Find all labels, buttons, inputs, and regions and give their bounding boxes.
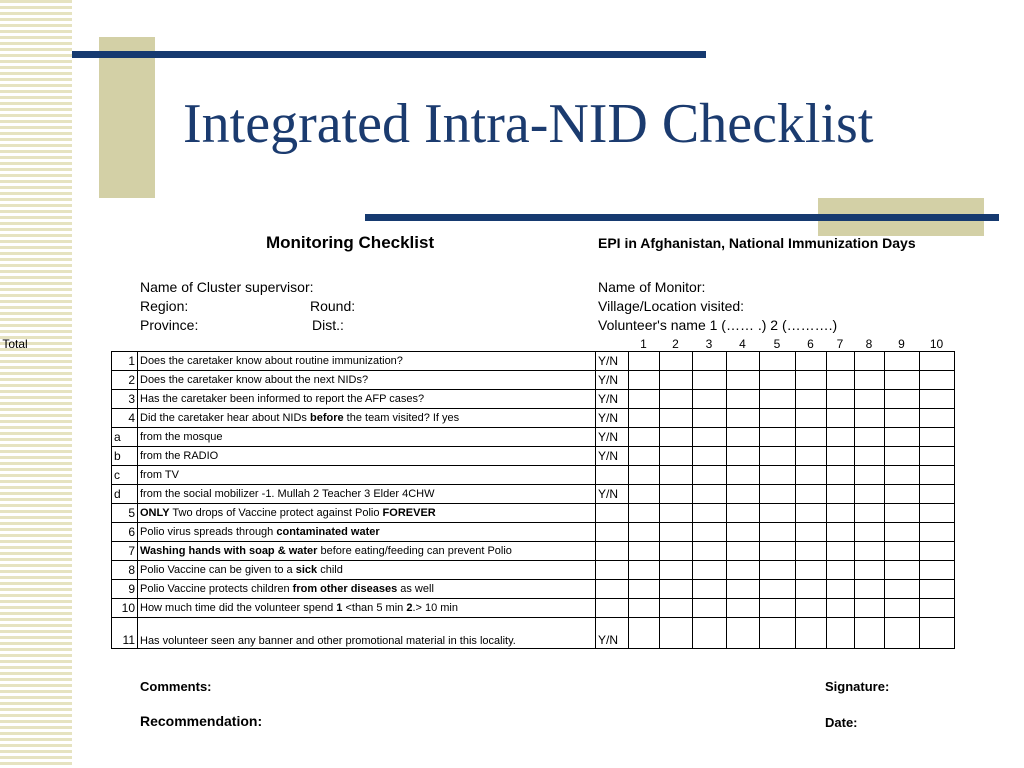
column-header: Total [2,337,28,351]
comments-label: Comments: [140,679,212,694]
yes-no-cell [596,504,629,523]
answer-cell[interactable] [855,523,885,542]
answer-cell[interactable] [660,390,693,409]
yes-no-cell: Y/N [596,371,629,390]
answer-cell[interactable] [760,542,796,561]
yes-no-cell: Y/N [596,447,629,466]
answer-cell[interactable] [760,523,796,542]
signature-label: Signature: [825,679,890,694]
answer-cell[interactable] [885,542,920,561]
table-row [112,504,955,523]
answer-cell[interactable] [760,428,796,447]
answer-cell[interactable] [920,371,955,390]
answer-cell[interactable] [727,352,760,371]
answer-cell[interactable] [660,561,693,580]
answer-cell[interactable] [693,390,727,409]
tan-block-top [99,37,155,198]
answer-cell[interactable] [885,409,920,428]
answer-cell[interactable] [885,371,920,390]
question-text-part: from TV [140,469,179,481]
row-letter: c [112,466,138,485]
answer-cell[interactable] [827,485,855,504]
table-row [112,542,955,561]
answer-cell[interactable] [827,523,855,542]
answer-cell[interactable] [855,428,885,447]
answer-cell[interactable] [920,618,955,649]
answer-cell[interactable] [885,504,920,523]
question-text [138,561,596,580]
row-number: 11 [112,618,138,649]
table-row [112,371,955,390]
answer-cell[interactable] [760,447,796,466]
answer-cell[interactable] [629,466,660,485]
yes-no-cell [596,599,629,618]
question-text-part: Has the caretaker been informed to report the AFP cases? [140,393,425,405]
question-text-part: contaminated water [276,526,380,538]
answer-cell[interactable] [796,352,827,371]
question-text-part: Does the caretaker know about the next NIDs? [140,374,369,386]
column-header: 1 [640,337,647,351]
navy-bar-top [72,51,706,58]
yes-no-cell: Y/N [596,428,629,447]
answer-cell[interactable] [827,466,855,485]
answer-cell[interactable] [855,466,885,485]
answer-cell[interactable] [693,428,727,447]
question-text-part: from the mosque [140,431,223,443]
cluster-supervisor-label: Name of Cluster supervisor: [140,279,314,295]
answer-cell[interactable] [629,390,660,409]
answer-cell[interactable] [885,466,920,485]
question-text-part: before eating/feeding can prevent Polio [317,545,512,557]
answer-cell[interactable] [727,542,760,561]
answer-cell[interactable] [629,561,660,580]
answer-cell[interactable] [727,504,760,523]
answer-cell[interactable] [827,504,855,523]
answer-cell[interactable] [629,409,660,428]
answer-cell[interactable] [693,618,727,649]
left-stripe-decoration [0,0,72,768]
answer-cell[interactable] [855,580,885,599]
question-text [138,580,596,599]
table-row [112,618,955,649]
round-label: Round: [310,298,356,314]
question-text-part: FOREVER [382,507,436,519]
answer-cell[interactable] [920,523,955,542]
answer-cell[interactable] [827,390,855,409]
table-row [112,561,955,580]
monitoring-checklist-heading: Monitoring Checklist [266,233,435,252]
answer-cell[interactable] [660,352,693,371]
answer-cell[interactable] [693,466,727,485]
question-text [138,504,596,523]
navy-bar-mid [365,214,999,221]
answer-cell[interactable] [920,504,955,523]
recommendation-label: Recommendation: [140,713,263,729]
answer-cell[interactable] [660,599,693,618]
answer-cell[interactable] [660,466,693,485]
column-header: 4 [739,337,746,351]
answer-cell[interactable] [885,428,920,447]
row-letter: b [112,447,138,466]
table-row [112,599,955,618]
table-row [112,523,955,542]
answer-cell[interactable] [920,352,955,371]
checklist-table [111,351,955,649]
answer-cell[interactable] [727,561,760,580]
region-label: Region: [140,298,189,314]
question-text [138,523,596,542]
answer-cell[interactable] [855,561,885,580]
answer-cell[interactable] [827,371,855,390]
dist-label: Dist.: [312,317,344,333]
answer-cell[interactable] [796,561,827,580]
yes-no-cell: Y/N [596,409,629,428]
answer-cell[interactable] [855,390,885,409]
answer-cell[interactable] [827,561,855,580]
yes-no-cell [596,561,629,580]
village-label: Village/Location visited: [598,298,745,314]
answer-cell[interactable] [885,390,920,409]
answer-cell[interactable] [920,409,955,428]
epi-heading: EPI in Afghanistan, National Immunization Days [598,235,916,251]
answer-cell[interactable] [796,371,827,390]
question-text-part: from the social mobilizer -1. Mullah 2 Teacher 3 Elder 4CHW [140,488,435,500]
row-number: 4 [112,409,138,428]
answer-cell[interactable] [827,542,855,561]
answer-cell[interactable] [760,409,796,428]
answer-cell[interactable] [693,447,727,466]
answer-cell[interactable] [727,466,760,485]
question-text-part: Polio Vaccine protects children [140,583,293,595]
answer-cell[interactable] [760,371,796,390]
answer-cell[interactable] [885,618,920,649]
answer-cell[interactable] [660,485,693,504]
column-header: 9 [898,337,905,351]
answer-cell[interactable] [727,599,760,618]
answer-cell[interactable] [727,523,760,542]
column-header: 5 [773,337,781,351]
question-text-part: from other diseases [292,583,398,595]
answer-cell[interactable] [727,428,760,447]
answer-cell[interactable] [727,580,760,599]
row-number: 9 [112,580,138,599]
answer-cell[interactable] [727,447,760,466]
answer-cell[interactable] [920,580,955,599]
answer-cell[interactable] [629,371,660,390]
question-text-part: Polio virus spreads through [140,526,277,538]
question-text-part: from the RADIO [140,450,219,462]
answer-cell[interactable] [660,409,693,428]
answer-cell[interactable] [796,504,827,523]
yes-no-cell: Y/N [596,390,629,409]
question-text-part: Did the caretaker hear about NIDs [140,412,310,424]
table-row [112,352,955,371]
answer-cell[interactable] [827,618,855,649]
answer-cell[interactable] [727,618,760,649]
question-text-part: child [317,564,343,576]
question-text-part: as well [397,583,434,595]
answer-cell[interactable] [660,428,693,447]
answer-cell[interactable] [727,390,760,409]
volunteer-label: Volunteer's name 1 (…… .) 2 (……….) [598,317,838,333]
table-row [112,390,955,409]
answer-cell[interactable] [629,580,660,599]
answer-cell[interactable] [629,428,660,447]
question-text-part: .> 10 min [412,602,458,614]
answer-cell[interactable] [760,599,796,618]
answer-cell[interactable] [760,580,796,599]
answer-cell[interactable] [885,447,920,466]
question-text-part: Polio Vaccine can be given to a [140,564,296,576]
answer-cell[interactable] [920,542,955,561]
question-text [138,542,596,561]
question-text [138,599,596,618]
question-text-part: the team visited? If yes [343,412,460,424]
column-header: 8 [865,337,873,351]
column-header: 10 [929,337,944,351]
answer-cell[interactable] [855,409,885,428]
answer-cell[interactable] [727,371,760,390]
answer-cell[interactable] [796,428,827,447]
yes-no-cell [596,523,629,542]
answer-cell[interactable] [855,504,885,523]
answer-cell[interactable] [827,599,855,618]
answer-cell[interactable] [920,390,955,409]
column-header: 2 [672,337,679,351]
question-text-part: How much time did the volunteer spend [140,602,337,614]
answer-cell[interactable] [660,523,693,542]
monitor-label: Name of Monitor: [598,279,706,295]
column-header: 3 [705,337,713,351]
answer-cell[interactable] [660,580,693,599]
answer-cell[interactable] [629,485,660,504]
answer-cell[interactable] [760,504,796,523]
row-number: 10 [112,599,138,618]
answer-cell[interactable] [855,371,885,390]
answer-cell[interactable] [760,352,796,371]
answer-cell[interactable] [885,561,920,580]
answer-cell[interactable] [796,542,827,561]
table-row [112,485,955,504]
table-row [112,447,955,466]
answer-cell[interactable] [660,371,693,390]
yes-no-cell: Y/N [596,485,629,504]
answer-cell[interactable] [629,599,660,618]
answer-cell[interactable] [920,599,955,618]
row-number: 3 [112,390,138,409]
answer-cell[interactable] [660,504,693,523]
question-text [138,390,596,409]
answer-cell[interactable] [796,485,827,504]
answer-cell[interactable] [693,561,727,580]
answer-cell[interactable] [660,542,693,561]
answer-cell[interactable] [796,599,827,618]
row-number: 8 [112,561,138,580]
answer-cell[interactable] [827,428,855,447]
question-text [138,352,596,371]
answer-cell[interactable] [796,523,827,542]
answer-cell[interactable] [693,504,727,523]
table-row [112,409,955,428]
row-number: 2 [112,371,138,390]
question-text [138,371,596,390]
yes-no-cell [596,580,629,599]
answer-cell[interactable] [693,542,727,561]
row-letter: d [112,485,138,504]
answer-cell[interactable] [693,485,727,504]
question-text-part: Has volunteer seen any banner and other promotional material in this locality. [140,635,516,647]
page-title: Integrated Intra-NID Checklist [183,93,874,155]
answer-cell[interactable] [796,409,827,428]
answer-cell[interactable] [920,466,955,485]
yes-no-cell [596,542,629,561]
answer-cell[interactable] [629,352,660,371]
answer-cell[interactable] [855,352,885,371]
answer-cell[interactable] [827,447,855,466]
row-number: 5 [112,504,138,523]
answer-cell[interactable] [827,352,855,371]
answer-cell[interactable] [796,390,827,409]
question-text-part: Does the caretaker know about routine immunization? [140,355,403,367]
date-label: Date: [825,715,858,730]
question-text [138,618,596,649]
answer-cell[interactable] [660,447,693,466]
question-text-part: 2 [406,602,413,614]
answer-cell[interactable] [827,409,855,428]
answer-cell[interactable] [855,447,885,466]
answer-cell[interactable] [760,618,796,649]
answer-cell[interactable] [760,390,796,409]
answer-cell[interactable] [855,618,885,649]
answer-cell[interactable] [796,580,827,599]
answer-cell[interactable] [693,580,727,599]
answer-cell[interactable] [629,542,660,561]
answer-cell[interactable] [760,561,796,580]
answer-cell[interactable] [885,599,920,618]
question-text-part: Washing hands with soap & water [140,545,318,557]
answer-cell[interactable] [760,485,796,504]
answer-cell[interactable] [885,485,920,504]
row-number: 1 [112,352,138,371]
table-row [112,580,955,599]
question-text-part: sick [295,564,318,576]
row-letter: a [112,428,138,447]
answer-cell[interactable] [920,561,955,580]
answer-cell[interactable] [855,485,885,504]
answer-cell[interactable] [693,523,727,542]
question-text [138,428,596,447]
row-number: 6 [112,523,138,542]
question-text [138,466,596,485]
answer-cell[interactable] [629,504,660,523]
yes-no-cell: Y/N [596,352,629,371]
province-label: Province: [140,317,199,333]
answer-cell[interactable] [727,409,760,428]
question-text-part: ONLY [140,507,170,519]
answer-cell[interactable] [796,447,827,466]
column-header: 7 [836,337,844,351]
question-text-part: 1 [336,602,343,614]
question-text-part: Two drops of Vaccine protect against Polio [169,507,383,519]
answer-cell[interactable] [693,599,727,618]
question-text-part: before [309,412,344,424]
answer-cell[interactable] [920,447,955,466]
answer-cell[interactable] [920,485,955,504]
yes-no-cell: Y/N [596,618,629,649]
question-text [138,409,596,428]
answer-cell[interactable] [855,542,885,561]
answer-cell[interactable] [629,618,660,649]
answer-cell[interactable] [827,580,855,599]
answer-cell[interactable] [693,352,727,371]
answer-cell[interactable] [693,409,727,428]
column-header: 6 [807,337,814,351]
answer-cell[interactable] [727,485,760,504]
row-number: 7 [112,542,138,561]
answer-cell[interactable] [796,618,827,649]
question-text-part: <than 5 min [342,602,407,614]
answer-cell[interactable] [885,352,920,371]
answer-cell[interactable] [760,466,796,485]
table-row [112,428,955,447]
answer-cell[interactable] [920,428,955,447]
answer-cell[interactable] [855,599,885,618]
table-row [112,466,955,485]
answer-cell[interactable] [885,580,920,599]
question-text [138,485,596,504]
answer-cell[interactable] [629,523,660,542]
answer-cell[interactable] [796,466,827,485]
answer-cell[interactable] [693,371,727,390]
yes-no-cell [596,466,629,485]
answer-cell[interactable] [885,523,920,542]
question-text [138,447,596,466]
answer-cell[interactable] [660,618,693,649]
answer-cell[interactable] [629,447,660,466]
